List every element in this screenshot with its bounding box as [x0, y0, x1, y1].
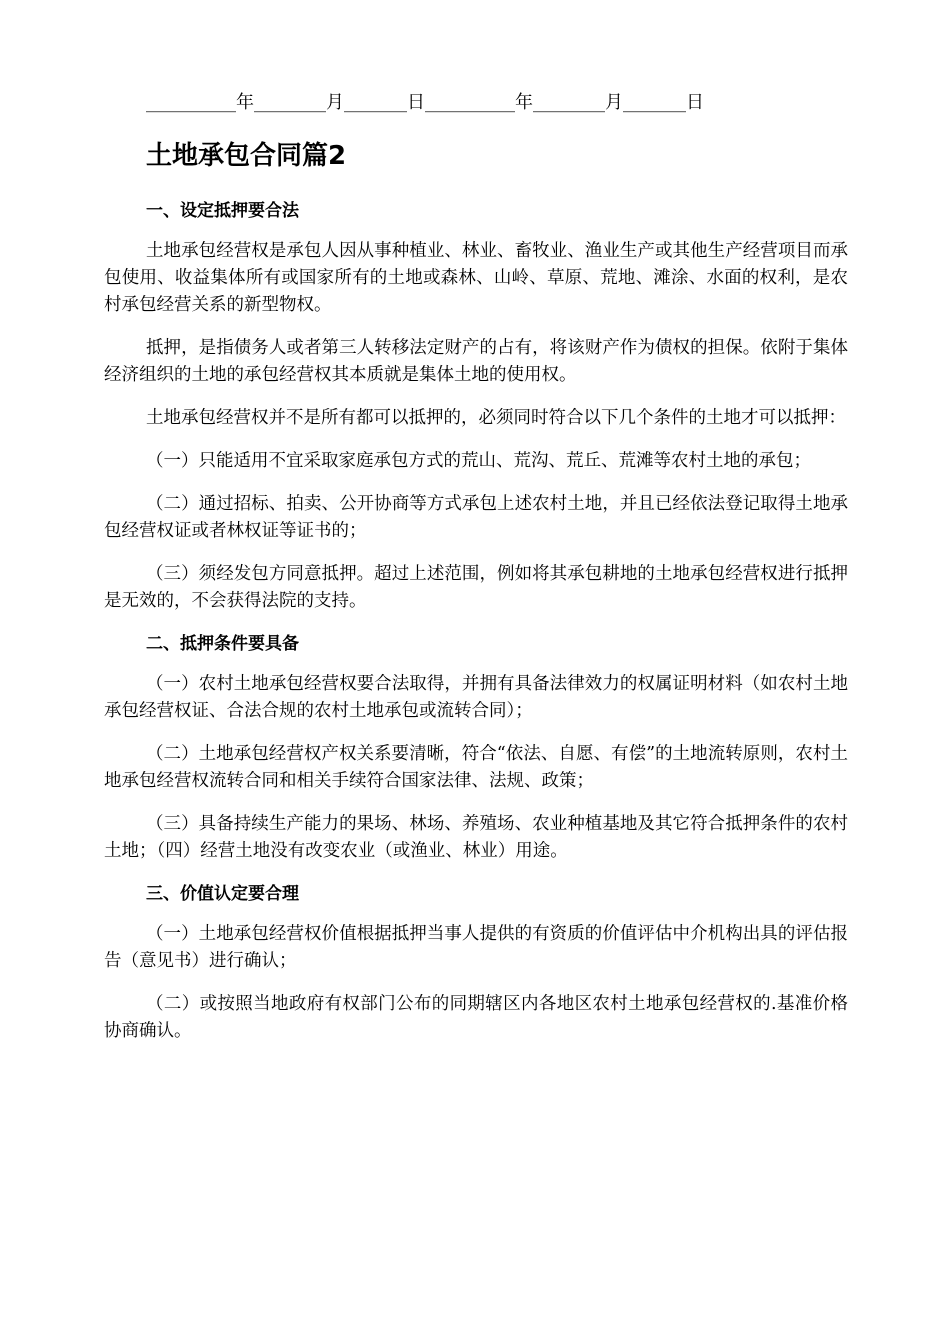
paragraph: （一）只能适用不宜采取家庭承包方式的荒山、荒沟、荒丘、荒滩等农村土地的承包； [146, 451, 811, 471]
document-page [104, 88, 848, 1061]
section-1 [104, 198, 848, 615]
paragraph: 土地承包经营权是承包人因从事种植业、林业、畜牧业、渔业生产或其他生产经营项目而承包使用、收益集体所有或国家所有的土地或森林、山岭、草原、荒地、滩涂、水面的权利，是农村承包经营关系的新型物权。 [104, 241, 848, 315]
section-2 [104, 631, 848, 865]
section-3 [104, 881, 848, 1045]
date-line: __________年________月_______日__________年________月_______日 [146, 92, 704, 113]
paragraph: 抵押，是指债务人或者第三人转移法定财产的占有，将该财产作为债权的担保。依附于集体经济组织的土地的承包经营权其本质就是集体土地的使用权。 [104, 338, 848, 385]
paragraph: （二）通过招标、拍卖、公开协商等方式承包上述农村土地，并且已经依法登记取得土地承包经营权证或者林权证等证书的； [104, 494, 848, 541]
section-heading: 一、设定抵押要合法 [146, 201, 299, 221]
section-heading: 二、抵押条件要具备 [146, 634, 299, 654]
section-heading: 三、价值认定要合理 [146, 884, 299, 904]
document-title: 土地承包合同篇2 [146, 141, 347, 171]
paragraph: 土地承包经营权并不是所有都可以抵押的，必须同时符合以下几个条件的土地才可以抵押： [146, 408, 846, 428]
paragraph: （二）或按照当地政府有权部门公布的同期辖区内各地区农村土地承包经营权的.基准价格协商确认。 [104, 994, 848, 1041]
paragraph: （一）农村土地承包经营权要合法取得，并拥有具备法律效力的权属证明材料（如农村土地承包经营权证、合法合规的农村土地承包或流转合同）； [104, 674, 848, 721]
paragraph: （一）土地承包经营权价值根据抵押当事人提供的有资质的价值评估中介机构出具的评估报告（意见书）进行确认； [104, 924, 848, 971]
paragraph: （三）须经发包方同意抵押。超过上述范围，例如将其承包耕地的土地承包经营权进行抵押是无效的，不会获得法院的支持。 [104, 564, 848, 611]
paragraph: （三）具备持续生产能力的果场、林场、养殖场、农业种植基地及其它符合抵押条件的农村土地；（四）经营土地没有改变农业（或渔业、林业）用途。 [104, 814, 848, 861]
paragraph: （二）土地承包经营权产权关系要清晰，符合“依法、自愿、有偿”的土地流转原则，农村土地承包经营权流转合同和相关手续符合国家法律、法规、政策； [104, 744, 848, 791]
